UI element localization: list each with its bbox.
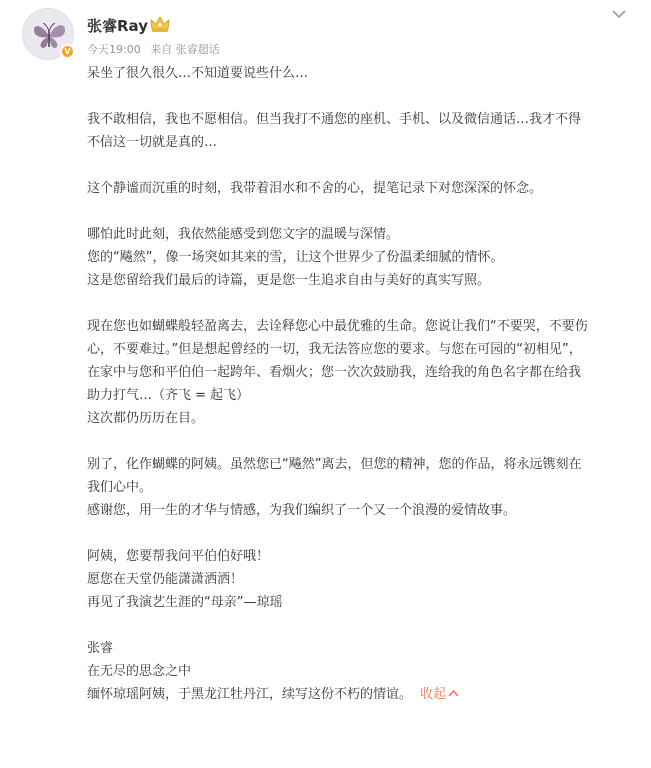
author-name[interactable]: 张睿Ray — [87, 17, 148, 35]
post-text-line: 我不敢相信，我也不愿相信。但当我打不通您的座机、手机、以及微信通话…我才不得 — [87, 112, 582, 127]
chevron-down-icon[interactable] — [611, 8, 627, 20]
collapse-button[interactable] — [420, 687, 459, 702]
post-text-line: 这次都仍历历在目。 — [87, 411, 205, 426]
post-text-line: 呆坐了很久很久…不知道要说些什么… — [87, 66, 309, 81]
post-text-line: 哪怕此时此刻，我依然能感受到您文字的温暖与深情。 — [87, 227, 400, 242]
post-text-line: 助力打气…（齐飞 = 起飞） — [87, 388, 250, 403]
post-text-line: 阿姨，您要帮我问平伯伯好哦！ — [87, 549, 270, 564]
post-text-line: 别了，化作蝴蝶的阿姨。虽然您已“飚然”离去，但您的精神，您的作品，将永远镌刻在 — [87, 457, 582, 472]
verified-badge-icon: V — [60, 44, 75, 59]
post-timestamp[interactable]: 今天19:00 — [87, 43, 141, 56]
post-source[interactable]: 来自 张睿超话 — [150, 43, 220, 56]
post-text-line: 现在您也如蝴蝶般轻盈离去，去诠释您心中最优雅的生命。您说让我们“不要哭，不要伤 — [87, 319, 588, 334]
collapse-label: 收起 — [420, 687, 447, 702]
post-text-line: 您的“飚然”，像一场突如其来的雪，让这个世界少了份温柔细腻的情怀。 — [87, 250, 504, 265]
post-text-line: 感谢您，用一生的才华与情感，为我们编织了一个又一个浪漫的爱情故事。 — [87, 503, 517, 518]
post-text-line: 我们心中。 — [87, 480, 153, 495]
post-text-line-last — [87, 683, 627, 706]
post-text-line: 在无尽的思念之中 — [87, 664, 192, 679]
post-text-line: 这个静谧而沉重的时刻，我带着泪水和不舍的心，提笔记录下对您深深的怀念。 — [87, 181, 543, 196]
post-text-line: 心，不要难过。”但是想起曾经的一切，我无法答应您的要求。与您在可园的“初相见”， — [87, 342, 582, 357]
post-meta — [87, 41, 226, 57]
chevron-up-icon — [448, 689, 459, 698]
post-text-line: 再见了我演艺生涯的“母亲”—琼瑶 — [87, 595, 283, 610]
member-crown-icon[interactable] — [149, 14, 171, 34]
post-text-line: 这是您留给我们最后的诗篇，更是您一生追求自由与美好的真实写照。 — [87, 273, 491, 288]
post-text-line: 缅怀琼瑶阿姨，于黑龙江牡丹江，续写这份不朽的情谊。 — [87, 687, 413, 702]
post-text-line: 张睿 — [87, 641, 114, 656]
post-content — [87, 62, 627, 706]
post-text-line: 在家中与您和平伯伯一起跨年、看烟火；您一次次鼓励我，连给我的角色名字都在给我 — [87, 365, 582, 380]
post-text-line: 不信这一切就是真的… — [87, 135, 218, 150]
post-text-line: 愿您在天堂仍能潇潇洒洒！ — [87, 572, 244, 587]
